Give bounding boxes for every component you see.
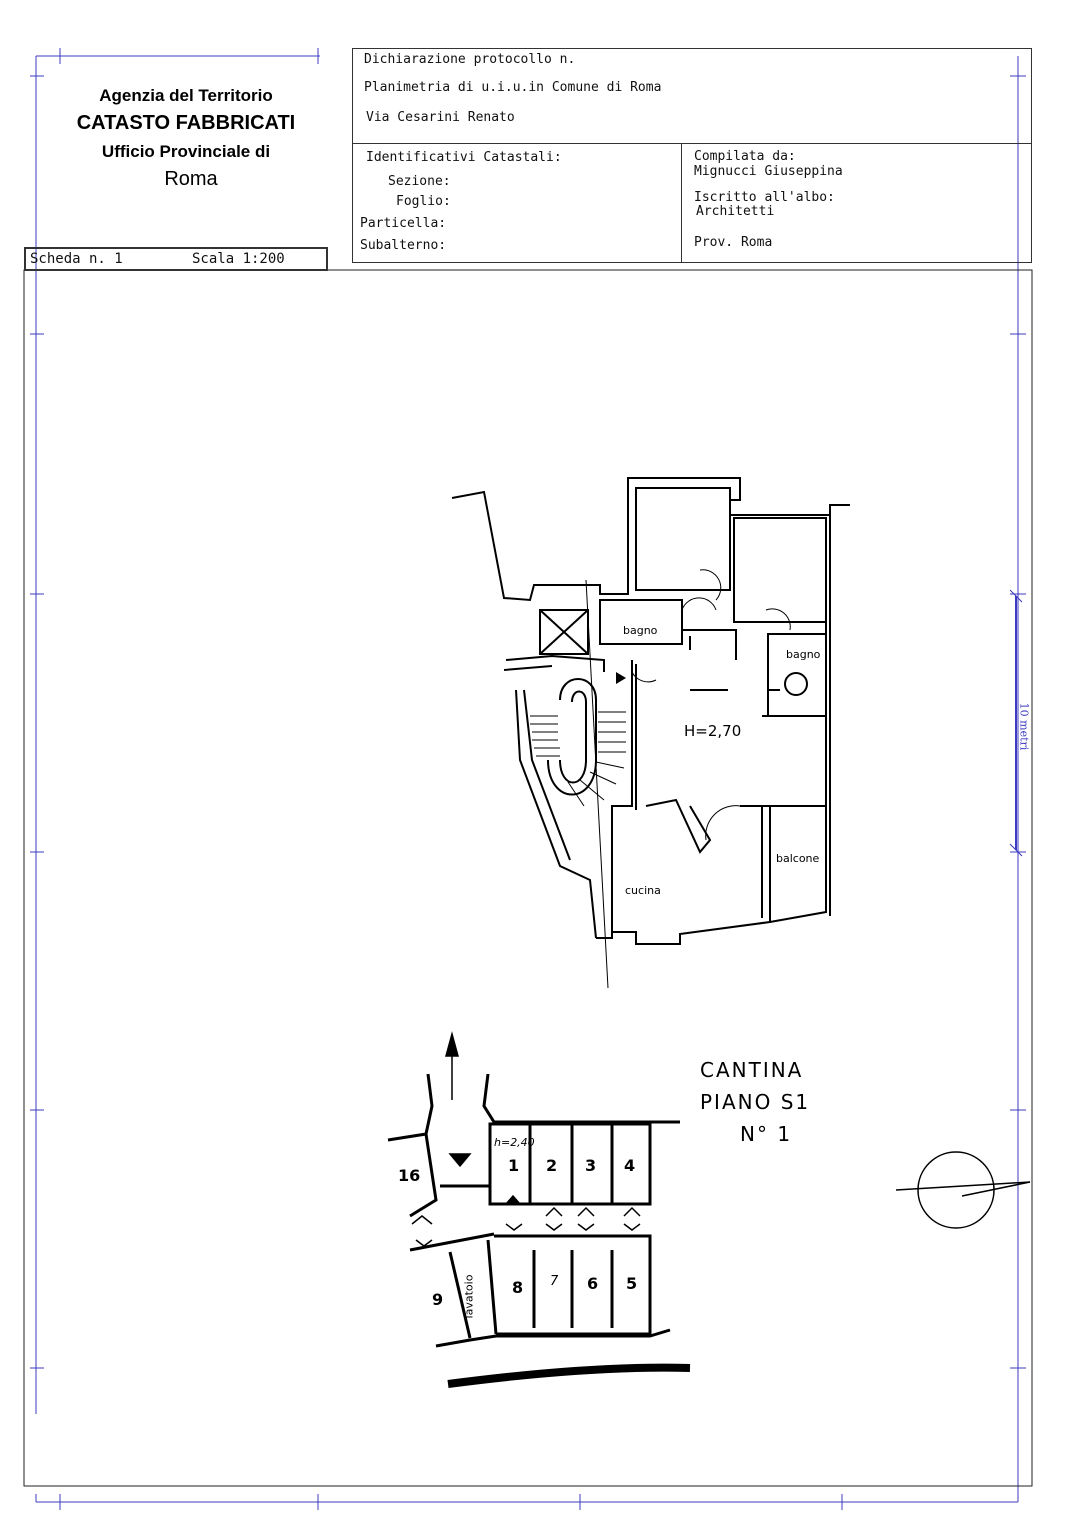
cellar-exterior-wall [448, 1368, 690, 1384]
cellar-height-label: h=2,40 [494, 1136, 535, 1149]
compilata-name: Mignucci Giuseppina [694, 164, 843, 179]
cellar-unit-2: 2 [546, 1156, 558, 1175]
apartment-floor-plan [452, 478, 850, 944]
room-label-bagno: bagno [623, 624, 658, 637]
room-label-balcone: balcone [776, 852, 820, 865]
foglio-label: Foglio: [396, 194, 451, 209]
agency-title: CATASTO FABBRICATI [76, 112, 296, 134]
cellar-unit-9: 9 [432, 1290, 444, 1309]
cellar-unit-8: 8 [512, 1278, 524, 1297]
scale-bar-label: 10 metri [1017, 702, 1031, 751]
lavatoio-label: lavatoio [462, 1274, 476, 1319]
ceiling-height-label: H=2,70 [684, 722, 742, 740]
cellar-unit-6: 6 [587, 1274, 599, 1293]
cellar-title-line1: CANTINA [700, 1058, 804, 1082]
agency-city: Roma [164, 168, 218, 190]
room-label-cucina: cucina [625, 884, 661, 897]
scala-label: Scala 1:200 [192, 251, 285, 267]
scheda-label: Scheda n. 1 [30, 251, 123, 267]
iscritto-label: Iscritto all'albo: [694, 190, 835, 205]
iscritto-value: Architetti [696, 204, 775, 219]
cellar-title-line3: N° 1 [740, 1122, 793, 1146]
drawing-frame [24, 270, 1032, 1486]
cellar-unit-7: 7 [550, 1274, 559, 1289]
cellar-unit-4: 4 [624, 1156, 636, 1175]
cellar-unit-1: 1 [508, 1156, 520, 1175]
cellar-unit-5: 5 [626, 1274, 638, 1293]
room-label-bagno-2: bagno [786, 648, 821, 661]
cellar-unit-3: 3 [585, 1156, 597, 1175]
particella-label: Particella: [360, 216, 447, 231]
province-label: Prov. Roma [694, 235, 773, 250]
agency-name: Agenzia del Territorio [99, 86, 273, 105]
planimetry-label: Planimetria di u.i.u.in Comune di Roma [364, 80, 662, 95]
protocol-label: Dichiarazione protocollo n. [364, 52, 576, 67]
address-label: Via Cesarini Renato [366, 110, 515, 125]
cellar-title-line2: PIANO S1 [700, 1090, 811, 1114]
subalterno-label: Subalterno: [360, 238, 447, 253]
compilata-label: Compilata da: [694, 149, 796, 164]
agency-office: Ufficio Provinciale di [101, 142, 271, 161]
cellar-unit-16: 16 [398, 1166, 421, 1185]
north-arrow-icon [896, 1152, 1030, 1228]
entry-arrow-icon [616, 672, 626, 684]
ident-title: Identificativi Catastali: [366, 150, 562, 165]
sezione-label: Sezione: [388, 174, 451, 189]
